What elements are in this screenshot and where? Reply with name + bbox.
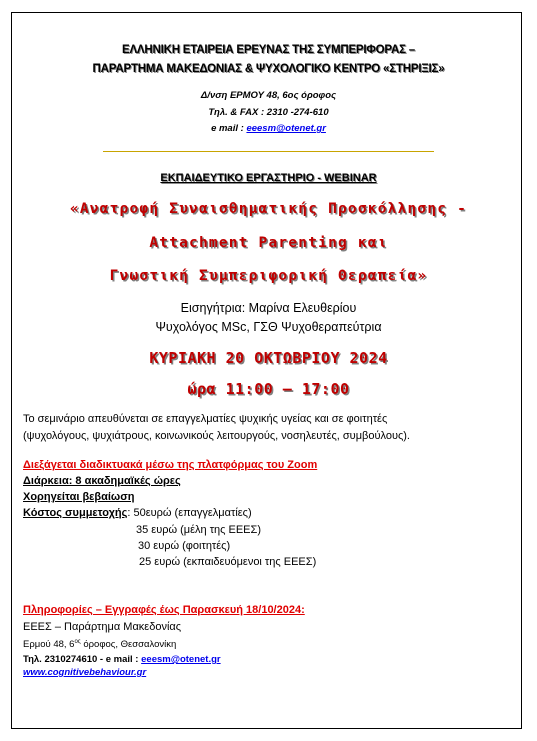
info-address-pre: Ερμού 48, 6 bbox=[23, 639, 75, 651]
info-website-line bbox=[23, 667, 146, 678]
description-line1: Το σεμινάριο απευθύνεται σε επαγγελματίες ψυχικής υγείας και σε φοιτητές bbox=[23, 413, 388, 425]
cost-separator: : bbox=[127, 507, 134, 519]
cost-students: 30 ευρώ (φοιτητές) bbox=[138, 540, 231, 552]
speaker-title: Ψυχολόγος MSc, ΓΣΘ Ψυχοθεραπεύτρια bbox=[155, 320, 382, 334]
info-email-link[interactable]: eeesm@otenet.gr bbox=[141, 654, 221, 665]
info-address bbox=[23, 639, 176, 650]
speaker-name: Εισηγήτρια: Μαρίνα Ελευθερίου bbox=[180, 301, 357, 315]
event-time: ώρα 11:00 – 17:00 bbox=[187, 380, 350, 398]
info-tel: Τηλ. 2310274610 - e mail : bbox=[23, 654, 142, 665]
info-address-sup: ος bbox=[74, 639, 81, 645]
cost-line bbox=[23, 507, 252, 519]
event-date: ΚΥΡΙΑΚΗ 20 ΟΚΤΩΒΡΙΟΥ 2024 bbox=[149, 349, 388, 367]
info-contact bbox=[23, 654, 221, 665]
address-street: Δ/νση ΕΡΜΟΥ 48, 6ος όροφος bbox=[200, 90, 337, 101]
event-type: ΕΚΠΑΙΔΕΥΤΙΚΟ ΕΡΓΑΣΤΗΡΙΟ - WEBINAR bbox=[160, 172, 377, 184]
divider bbox=[103, 151, 434, 152]
address-email-line bbox=[0, 123, 537, 134]
address-email-label: e mail : bbox=[211, 123, 247, 134]
event-title-line3: Γνωστική Συμπεριφορική Θεραπεία» bbox=[109, 268, 428, 284]
info-org: ΕΕΕΣ – Παράρτημα Μακεδονίας bbox=[23, 621, 182, 633]
cost-professionals: 50ευρώ (επαγγελματίες) bbox=[133, 507, 252, 519]
website-link[interactable]: www.cognitivebehaviour.gr bbox=[23, 667, 147, 678]
org-name-line1: ΕΛΛΗΝΙΚΗ ΕΤΑΙΡΕΙΑ ΕΡΕΥΝΑΣ ΤΗΣ ΣΥΜΠΕΡΙΦΟΡΑΣ – bbox=[121, 44, 415, 56]
description-line2: (ψυχολόγους, ψυχιάτρους, κοινωνικούς λειτουργούς, νοσηλευτές, συμβούλους). bbox=[23, 430, 410, 442]
zoom-notice: Διεξάγεται διαδικτυακά μέσω της πλατφόρμας του Zoom bbox=[23, 459, 318, 471]
event-title-line1: «Ανατροφή Συναισθηματικής Προσκόλλησης - bbox=[69, 201, 468, 217]
cost-trainees: 25 ευρώ (εκπαιδευόμενοι της ΕΕΕΣ) bbox=[139, 556, 317, 568]
org-name-line2: ΠΑΡΑΡΤΗΜΑ ΜΑΚΕΔΟΝΙΑΣ & ΨΥΧΟΛΟΓΙΚΟ ΚΕΝΤΡΟ «ΣΤΗΡΙΞΙΣ» bbox=[92, 63, 445, 75]
address-email-link[interactable]: eeesm@otenet.gr bbox=[246, 123, 326, 134]
duration: Διάρκεια: 8 ακαδημαϊκές ώρες bbox=[23, 475, 181, 487]
cost-members: 35 ευρώ (μέλη της ΕΕΕΣ) bbox=[136, 524, 261, 536]
address-phone: Τηλ. & FAX : 2310 -274-610 bbox=[208, 107, 329, 118]
info-heading: Πληροφορίες – Εγγραφές έως Παρασκευή 18/10/2024: bbox=[23, 604, 305, 616]
cost-label: Κόστος συμμετοχής bbox=[23, 507, 128, 519]
certificate-notice: Χορηγείται βεβαίωση bbox=[23, 491, 135, 503]
info-address-post: όροφος, Θεσσαλονίκη bbox=[80, 639, 177, 651]
event-title-line2: Attachment Parenting και bbox=[149, 235, 388, 251]
